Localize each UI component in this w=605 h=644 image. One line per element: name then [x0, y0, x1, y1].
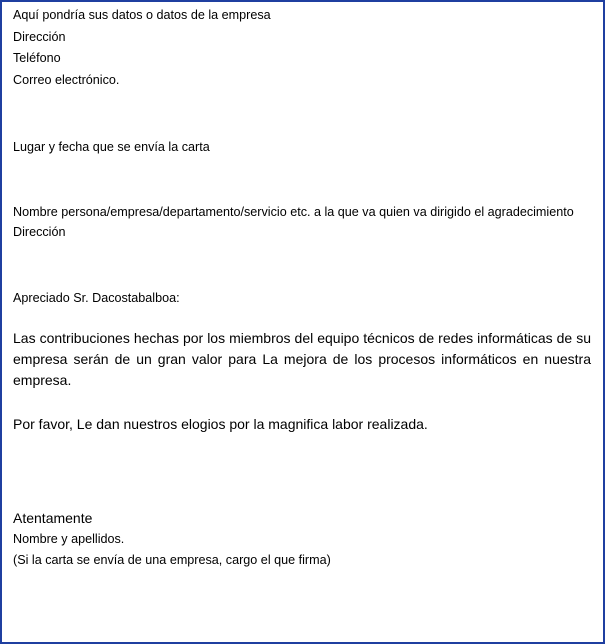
recipient-block: [13, 204, 591, 243]
sender-block: [13, 5, 591, 92]
closing-name: Nombre y apellidos.: [13, 532, 125, 547]
body-paragraph-2: Por favor, Le dan nuestros elogios por la magnifica labor realizada.: [13, 416, 428, 433]
letter-document: [13, 5, 591, 571]
sender-line: Aquí pondría sus datos o datos de la empresa: [13, 8, 271, 22]
salutation: Apreciado Sr. Dacostabalboa:: [13, 290, 180, 305]
sender-email: Correo electrónico.: [13, 73, 120, 88]
sender-phone: Teléfono: [13, 51, 61, 66]
recipient-address: Dirección: [13, 224, 66, 239]
closing-block: [13, 508, 591, 571]
place-date: Lugar y fecha que se envía la carta: [13, 139, 210, 154]
recipient-name: Nombre persona/empresa/departamento/servicio etc. a la que va quien va dirigido el agradecimiento: [13, 204, 574, 219]
closing-farewell: Atentamente: [13, 510, 93, 527]
body-paragraph-1: Las contribuciones hechas por los miembros del equipo técnicos de redes informáticas de su empresa serán de un gran valor para La mejora de los procesos informáticos en nuestra empresa.: [13, 330, 591, 389]
sender-address: Dirección: [13, 29, 66, 44]
closing-note: (Si la carta se envía de una empresa, cargo el que firma): [13, 553, 331, 568]
